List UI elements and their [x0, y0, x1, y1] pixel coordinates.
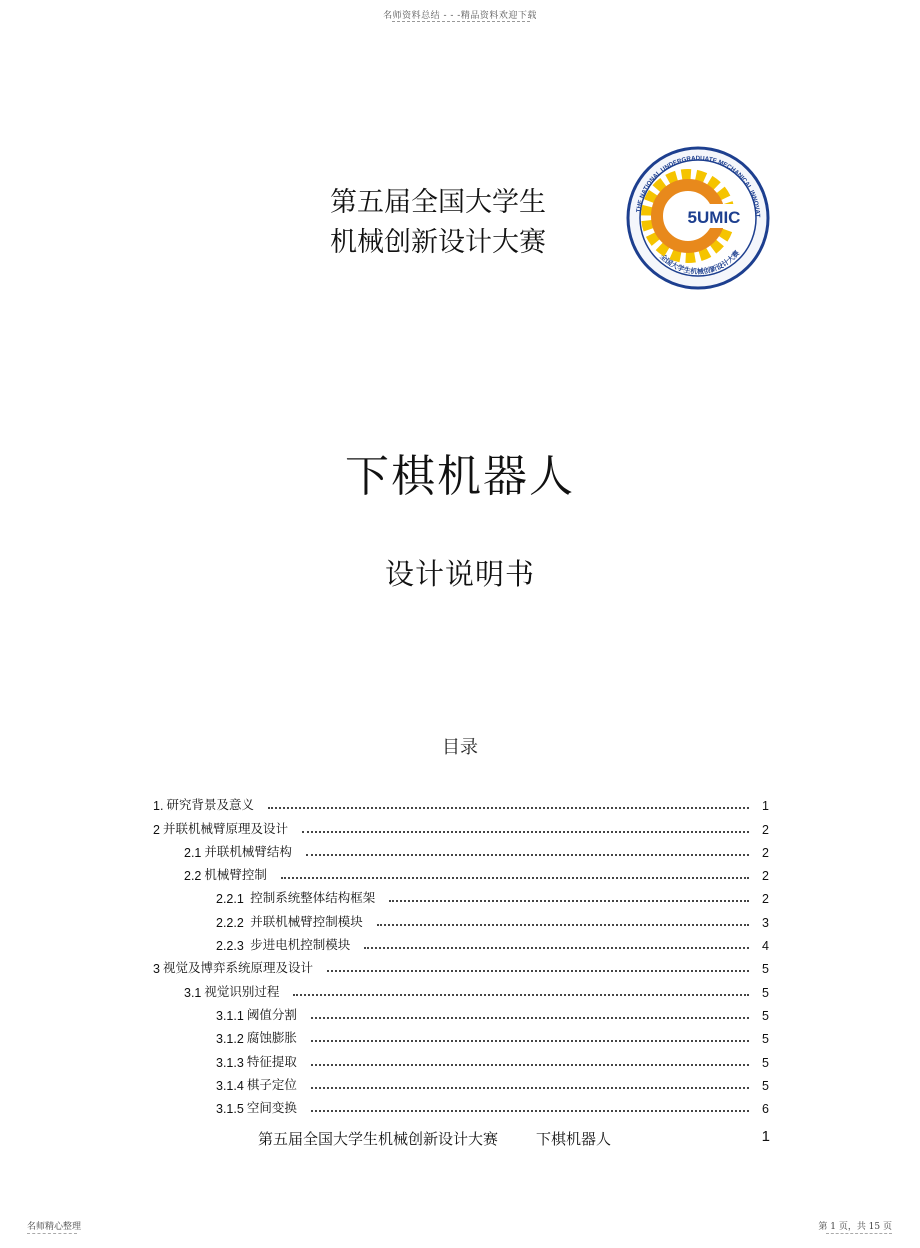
toc-entry-number: 3.1.4	[216, 1078, 244, 1093]
toc-entry[interactable]	[153, 1046, 769, 1069]
toc-entry[interactable]	[153, 883, 769, 906]
footer-competition: 第五届全国大学生机械创新设计大赛	[258, 1130, 499, 1148]
toc-entry-page: 4	[762, 939, 769, 954]
toc-entry[interactable]	[153, 930, 769, 953]
toc-entry-title: 步进电机控制模块	[246, 938, 351, 953]
toc-entry[interactable]	[153, 813, 769, 836]
footer-project: 下棋机器人	[536, 1130, 612, 1148]
footer-page-number: 1	[761, 1128, 770, 1145]
bottom-right-divider	[826, 1233, 892, 1234]
toc-entry[interactable]	[153, 1093, 769, 1116]
toc-entry-page: 5	[762, 1055, 769, 1070]
toc-dot-leader	[293, 994, 749, 996]
toc-entry-title: 控制系统整体结构框架	[246, 891, 376, 906]
competition-line-1: 第五届全国大学生	[330, 187, 546, 218]
toc-entry-page: 6	[762, 1102, 769, 1117]
logo-ring-text-bottom: 全国大学生机械创新设计大赛	[658, 249, 742, 276]
toc-entry-title: 腐蚀膨胀	[246, 1031, 297, 1046]
toc-dot-leader	[364, 947, 749, 949]
page-footer	[258, 1128, 770, 1149]
toc-entry-number: 3.1.1	[216, 1008, 244, 1023]
table-of-contents	[153, 790, 769, 1116]
toc-entry-page: 1	[762, 799, 769, 814]
toc-dot-leader	[281, 877, 749, 879]
toc-entry-title: 机械臂控制	[204, 868, 267, 883]
toc-dot-leader	[311, 1087, 749, 1089]
toc-entry-title: 并联机械臂原理及设计	[162, 821, 288, 836]
toc-entry-title: 研究背景及意义	[166, 798, 254, 813]
competition-logo	[610, 136, 784, 296]
toc-entry-page: 5	[762, 962, 769, 977]
toc-dot-leader	[377, 924, 749, 926]
toc-entry-title: 空间变换	[246, 1101, 297, 1116]
bottom-left-divider	[27, 1233, 77, 1234]
competition-line-2: 机械创新设计大赛	[330, 227, 546, 258]
toc-entry-page: 5	[762, 1078, 769, 1093]
toc-entry-title: 视觉及博弈系统原理及设计	[162, 961, 313, 976]
toc-entry-page: 2	[762, 892, 769, 907]
toc-entry-title: 特征提取	[246, 1054, 297, 1069]
toc-entry[interactable]	[153, 860, 769, 883]
toc-entry-number: 3.1.3	[216, 1055, 244, 1070]
toc-entry-title: 并联机械臂结构	[204, 844, 292, 859]
toc-dot-leader	[306, 854, 749, 856]
toc-entry-page: 2	[762, 845, 769, 860]
toc-entry-number: 2.2.1	[216, 892, 244, 907]
toc-dot-leader	[311, 1110, 749, 1112]
document-subtitle: 设计说明书	[384, 557, 535, 591]
toc-entry-number: 2.2.2	[216, 915, 244, 930]
toc-entry[interactable]	[153, 1000, 769, 1023]
toc-entry-page: 5	[762, 1008, 769, 1023]
toc-entry[interactable]	[153, 837, 769, 860]
toc-heading: 目录	[442, 737, 478, 758]
toc-dot-leader	[311, 1064, 749, 1066]
toc-dot-leader	[302, 831, 749, 833]
toc-entry[interactable]	[153, 790, 769, 813]
toc-entry-number: 3.1.2	[216, 1032, 244, 1047]
toc-entry-number: 3.1	[184, 985, 202, 1000]
toc-entry-number: 2.1	[184, 845, 202, 860]
page-count: 第 1 页，共 15 页	[818, 1222, 892, 1232]
toc-entry[interactable]	[153, 1070, 769, 1093]
toc-entry-number: 3	[153, 962, 160, 977]
toc-entry-page: 5	[762, 985, 769, 1000]
toc-dot-leader	[268, 807, 749, 809]
toc-dot-leader	[311, 1040, 749, 1042]
toc-entry-page: 2	[762, 822, 769, 837]
toc-dot-leader	[327, 970, 749, 972]
competition-heading	[330, 183, 546, 263]
toc-entry-number: 1.	[153, 799, 164, 814]
toc-entry-title: 视觉识别过程	[204, 984, 280, 999]
logo-ring-text-top: THE NATIONAL UNDERGRADUATE MECHANICAL INNOVAT	[635, 154, 762, 218]
toc-entry-title: 棋子定位	[246, 1077, 297, 1092]
bottom-left-note: 名师精心整理	[27, 1222, 82, 1232]
document-title: 下棋机器人	[345, 451, 575, 502]
header-watermark: 名师资料总结 - - -精品资料欢迎下载	[383, 11, 537, 21]
header-divider	[392, 21, 530, 22]
toc-entry[interactable]	[153, 976, 769, 999]
toc-entry[interactable]	[153, 1023, 769, 1046]
toc-entry-number: 2.2.3	[216, 939, 244, 954]
toc-entry-page: 5	[762, 1032, 769, 1047]
toc-entry-title: 并联机械臂控制模块	[246, 914, 363, 929]
toc-entry-number: 3.1.5	[216, 1102, 244, 1117]
toc-entry-number: 2.2	[184, 869, 202, 884]
logo-center-text: 5UMIC	[687, 208, 741, 227]
toc-entry[interactable]	[153, 953, 769, 976]
toc-entry-page: 3	[762, 915, 769, 930]
toc-dot-leader	[389, 900, 749, 902]
toc-dot-leader	[311, 1017, 749, 1019]
toc-entry-page: 2	[762, 869, 769, 884]
toc-entry-title: 阈值分割	[246, 1007, 297, 1022]
toc-entry-number: 2	[153, 822, 160, 837]
toc-entry[interactable]	[153, 906, 769, 929]
logo-graphic	[610, 136, 784, 296]
